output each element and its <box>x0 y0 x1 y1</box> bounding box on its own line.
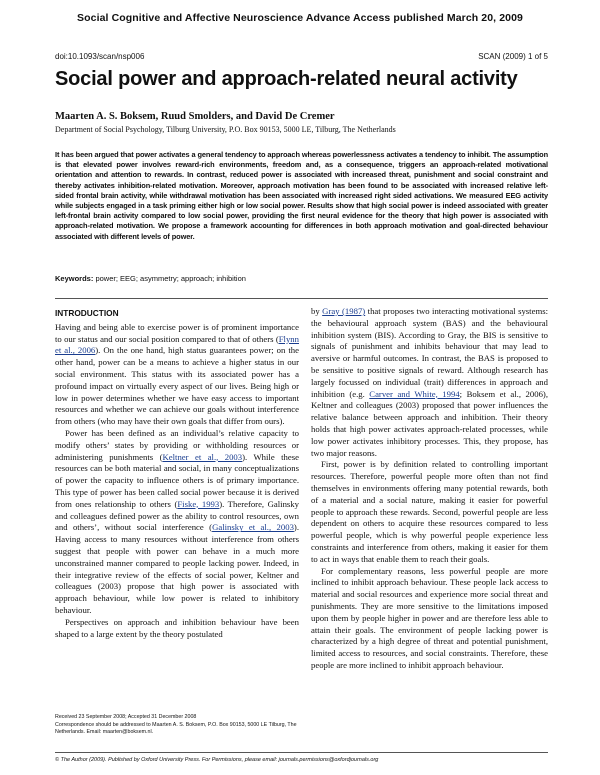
left-column <box>55 308 299 640</box>
paragraph: Perspectives on approach and inhibition behaviour have been shaped to a large extent by the theory postulated <box>55 616 299 639</box>
text-run: by <box>311 306 323 316</box>
text-run: Having and being able to exercise power is of prominent importance to our status and our social position compared to that of others ( <box>55 321 299 344</box>
advance-access-banner: Social Cognitive and Affective Neuroscience Advance Access published March 20, 2009 <box>77 12 523 24</box>
doi: doi:10.1093/scan/nsp006 <box>55 52 145 61</box>
authors: Maarten A. S. Boksem, Ruud Smolders, and David De Cremer <box>55 111 335 122</box>
keywords-label: Keywords: <box>55 274 94 283</box>
footnote <box>55 714 300 737</box>
text-run: that proposes two interacting motivational systems: the behavioural approach system (BAS) and the behavioural inhibition system (BIS). According to Gray, the BIS is sensitive to signals of punishment and inhibits behaviour that may lead to aversive or harmful outcomes. In contrast, the BAS is proposed to be sensitive to positive signals of reward. Although research has largely focussed on individual (trait) differences in approach and inhibition (e.g. <box>311 306 549 399</box>
text-run: ). Having access to many resources without interference from others suggest that people with power can behave in a much more unconstrained manner compared to people lacking power. Indeed, in their integrative review of the effects of social power, Keltner and colleagues (2003) propose that high power is associated with approach behaviour, while low power is related to inhibitory behaviour. <box>55 522 299 615</box>
journal-reference: SCAN (2009) 1 of 5 <box>478 52 548 61</box>
text-run: ). While these resources can be both material and social, in many conceptualizations of power the capacity to influence others is of primary importance. This type of power has been called social power because it is derived from ones relationship to others ( <box>55 451 299 509</box>
keywords-list: power; EEG; asymmetry; approach; inhibition <box>95 274 246 283</box>
affiliation: Department of Social Psychology, Tilburg University, P.O. Box 90153, 5000 LE, Tilburg, The Netherlands <box>55 125 396 134</box>
paragraph <box>311 306 548 459</box>
paragraph <box>55 428 299 617</box>
article-title: Social power and approach-related neural activity <box>55 68 518 90</box>
citation-link[interactable]: Fiske, 1993 <box>177 498 220 509</box>
received-dates: Received 23 September 2008; Accepted 31 December 2008 <box>55 714 197 720</box>
paragraph: For complementary reasons, less powerful people are more inclined to inhibit approach behaviour. These people lack access to material and social resources and experience more social threat and punishments. They are more sensitive to the limitations imposed upon them by people higher in power and are therefore less able to attain their goals. The environment of people lacking power is characterized by a high degree of threat and potential punishment, limited access to resources, and social constraints. Therefore, these people are more inclined to inhibit approach behaviour. <box>311 565 548 670</box>
correspondence: Correspondence should be addressed to Maarten A. S. Boksem, P.O. Box 90153, 5000 LE Tilburg, The Netherlands. Email: maarten@boksem.nl. <box>55 721 297 735</box>
citation-link[interactable]: Keltner et al., 2003 <box>162 451 243 462</box>
citation-link[interactable]: Gray (1987) <box>322 306 366 316</box>
paragraph: First, power is by definition related to controlling important resources. Therefore, powerful people more often than not find themselves in environments offering many potential rewards, both of a material and a social nature, making it easier for powerful people to approach these rewards. Second, powerful people are less dependent on others to acquire these resources compared to less powerful people, which is why powerful people experience less constraints and interference from others, making it easier for them to act in ways that enable them to reach their goals. <box>311 459 548 564</box>
keywords <box>55 274 246 283</box>
paragraph <box>55 322 299 428</box>
text-run: ). Therefore, Galinsky and colleagues defined power as the ability to control resources, own and others’, without social interference ( <box>55 498 299 533</box>
copyright: © The Author (2009). Published by Oxford University Press. For Permissions, please email: journals.permissions@oxfordjournals.org <box>55 757 379 763</box>
text-run: Power has been defined as an individual’s relative capacity to modify others’ states by providing or withholding resources or administering punishments ( <box>55 427 299 462</box>
text-run: ; Boksem et al., 2006), Keltner and colleagues (2003) proposed that power influences the relative balance between approach and inhibition. Their theory holds that high power activates approach-related processes, while low power activates inhibitory processes. This, they propose, has two major reasons. <box>311 388 548 458</box>
abstract: It has been argued that power activates a general tendency to approach whereas powerlessness activates a tendency to inhibit. The assumption is that elevated power involves reward-rich environments, freedom and, as a consequence, triggers an approach-related motivational orientation and attention to rewards. In contrast, reduced power is associated with increased threat, punishment and social constraint and thereby activates inhibition-related motivation. Moreover, approach motivation has been found to be associated with increased relative left-sided frontal brain activity, while withdrawal motivation has been associated with increased right sided activations. We measured EEG activity while subjects engaged in a task priming either high or low social power. Results show that high social power is indeed associated with greater left-frontal brain activity compared to low social power, providing the first neural evidence for the theory that high power is associated with approach-related motivation. We propose a framework accounting for differences in both approach motivation and goal-directed behaviour associated with different levels of power. <box>55 150 548 241</box>
section-divider <box>55 298 548 299</box>
right-column <box>311 306 548 672</box>
citation-link[interactable]: Galinsky et al., 2003 <box>212 522 294 533</box>
text-run: ). On the one hand, high status guarantees power; on the other hand, power can be a means to achieve a higher status in our social environment. This status with its associated power has a profound impact on virtually every aspect of our lives. Being high or low in power determines whether we have easy access to important resources and whether we can achieve our goals without interference from others (who may have their own goals that differ from ours). <box>55 345 299 427</box>
section-heading-introduction: INTRODUCTION <box>55 308 119 318</box>
citation-link[interactable]: Carver and White, 1994 <box>369 388 460 399</box>
footer-divider <box>55 752 548 753</box>
citation-link[interactable]: Flynn et al., 2006 <box>55 333 299 356</box>
